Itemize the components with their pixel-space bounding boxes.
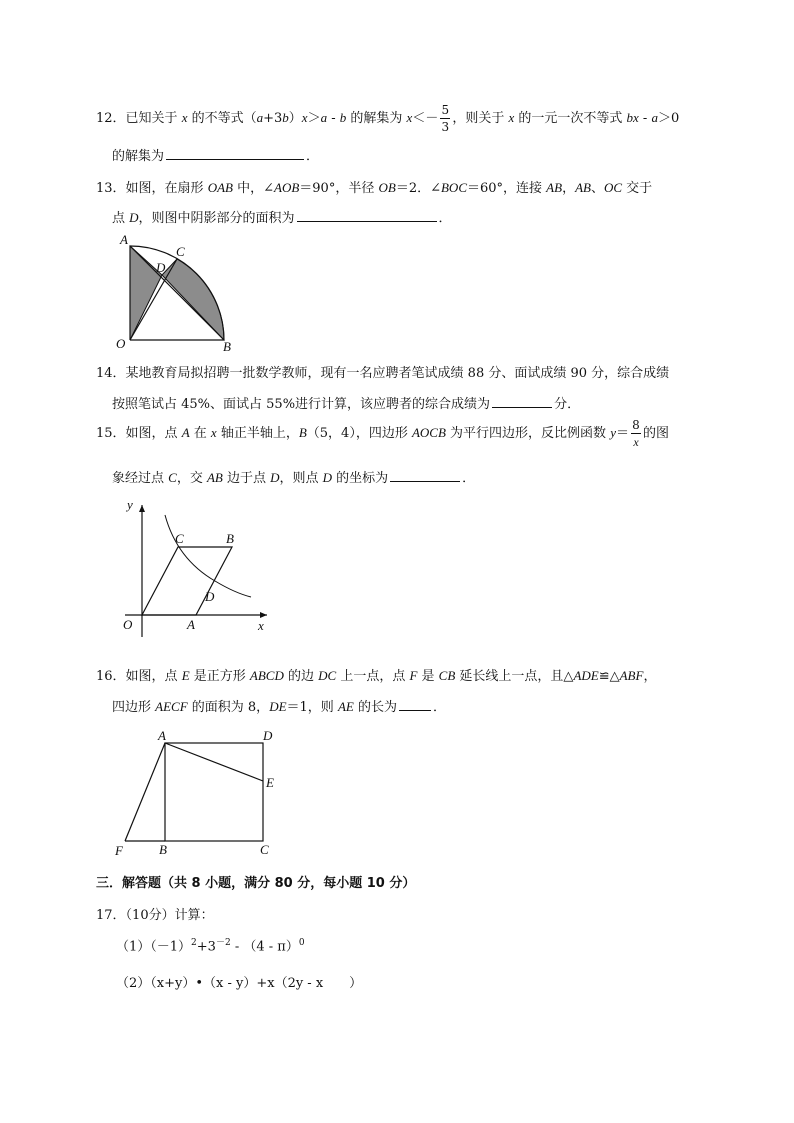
text-segment: ， xyxy=(643,669,657,684)
q13-figure xyxy=(110,230,240,352)
text-segment: E xyxy=(181,668,190,683)
label-A: A xyxy=(187,617,195,632)
text-segment: ＞ xyxy=(307,111,321,126)
text-segment: 的边 xyxy=(283,669,319,684)
section-3-title: 三．解答题（共 8 小题，满分 80 分，每小题 10 分） xyxy=(96,876,416,891)
text-segment: 点 xyxy=(112,211,130,226)
text-segment: D xyxy=(270,470,280,485)
text-segment: AECF xyxy=(155,699,188,714)
text-segment: 16．如图，点 xyxy=(96,669,182,684)
text-segment: 的解集为 xyxy=(346,111,407,126)
text-segment: 中，∠ xyxy=(232,181,274,196)
text-segment: x xyxy=(301,110,308,125)
text-segment: ＝2．∠ xyxy=(395,181,441,196)
q15-figure xyxy=(115,497,275,640)
q16-line2: 四边形 AECF 的面积为 8，DE＝1，则 AE 的长为 ． xyxy=(112,699,446,715)
text-segment: AB xyxy=(575,180,591,195)
q17-part1: $(1)(-1)^2+3^{-2} - (4 - \pi)^0$ xyxy=(116,938,305,955)
label-O: O xyxy=(123,617,133,632)
text-segment: b xyxy=(339,110,347,125)
q15-fraction: $\frac{8}{x}$ xyxy=(632,418,640,449)
text-segment: ADE xyxy=(573,668,599,683)
text-segment: 延长线上一点，且△ xyxy=(455,669,574,684)
text-segment: +3 xyxy=(263,111,283,126)
text-segment: 13．如图，在扇形 xyxy=(96,181,208,196)
label-C: C xyxy=(260,842,269,857)
q14-line2: 按照笔试占 45%、面试占 55%进行计算，该应聘者的综合成绩为 分． xyxy=(112,397,581,412)
text-segment: 的长为 xyxy=(353,700,397,715)
label-y: y xyxy=(127,497,133,512)
text-segment: ，则图中阴影部分的面积为 xyxy=(138,211,295,226)
text-segment: - xyxy=(327,111,340,126)
text-segment: y xyxy=(610,425,616,440)
label-B: B xyxy=(159,842,167,857)
label-D: D xyxy=(156,260,166,275)
text-segment: 边于点 xyxy=(222,471,271,486)
text-segment: AB xyxy=(546,180,563,195)
text-segment: OC xyxy=(603,180,623,195)
hyperbola xyxy=(165,515,251,597)
text-segment: ＞0 xyxy=(657,111,680,126)
text-segment: DE xyxy=(269,699,287,714)
label-E: E xyxy=(266,775,274,790)
text-segment: D xyxy=(322,470,333,485)
text-segment: a xyxy=(256,110,264,125)
q13-line2: 点 D，则图中阴影部分的面积为 ． xyxy=(112,210,452,226)
text-segment: D xyxy=(129,210,139,225)
text-segment: 12．已知关于 xyxy=(96,111,182,126)
label-C: C xyxy=(176,244,185,259)
q17-part2: （2）（x+y）•（x - y）+x（2y - x ） xyxy=(116,976,363,991)
text-segment: 的不等式（ xyxy=(187,111,257,126)
text-segment: 是 xyxy=(417,669,439,684)
label-B: B xyxy=(223,339,231,352)
text-segment: - xyxy=(638,111,652,126)
label-F: F xyxy=(115,843,123,858)
text-segment: 的一元一次不等式 xyxy=(514,111,627,126)
label-C: C xyxy=(175,531,184,546)
text-segment: x xyxy=(508,110,515,125)
label-B: B xyxy=(226,531,234,546)
text-segment: a xyxy=(651,110,658,125)
text-segment: 、 xyxy=(590,181,604,196)
label-A: A xyxy=(120,232,128,247)
text-segment: ，则点 xyxy=(279,471,323,486)
text-segment: AB xyxy=(206,470,223,485)
text-segment: C xyxy=(168,470,177,485)
text-segment: ， xyxy=(562,181,576,196)
label-D: D xyxy=(205,589,215,604)
text-segment: A xyxy=(181,425,190,440)
text-segment: 在 xyxy=(189,426,211,441)
text-segment: 是正方形 xyxy=(189,669,250,684)
text-segment: OAB xyxy=(207,180,233,195)
label-x: x xyxy=(258,618,264,633)
text-segment: 四边形 xyxy=(112,700,156,715)
q15-line1: 15．如图，点 A 在 x 轴正半轴上，B（5，4），四边形 AOCB 为平行四边形，反比例函数 y＝ $\frac{8}{x}$ 的图 xyxy=(96,418,669,449)
label-A: A xyxy=(158,728,166,743)
text-segment: AE xyxy=(337,699,354,714)
text-segment: （5，4），四边形 xyxy=(306,426,412,441)
text-segment: 象经过点 xyxy=(112,471,169,486)
q17-intro: 17．（10分）计算： xyxy=(96,908,214,923)
q13-line1 xyxy=(96,177,652,196)
text-segment: ＜－ xyxy=(412,111,439,126)
text-segment: F xyxy=(409,668,418,683)
text-segment: ＝1，则 xyxy=(286,700,338,715)
q16-line1 xyxy=(96,665,656,684)
q12-answer-blank[interactable] xyxy=(166,147,304,160)
q16-answer-blank[interactable] xyxy=(399,698,431,711)
q16-figure xyxy=(108,726,283,858)
text-segment: x xyxy=(181,110,188,125)
q12-fraction: $\frac{5}{3}$ xyxy=(441,103,450,134)
label-O: O xyxy=(116,336,126,351)
q14-answer-blank[interactable] xyxy=(492,395,552,408)
text-segment: ） xyxy=(288,111,302,126)
text-segment: DC xyxy=(318,668,337,683)
label-D: D xyxy=(263,728,273,743)
text-segment: x xyxy=(406,110,413,125)
text-segment: OB xyxy=(378,180,396,195)
text-segment: ＝ xyxy=(615,426,629,441)
text-segment: ABF xyxy=(619,668,644,683)
q14-line1: 14．某地教育局拟招聘一批数学教师，现有一名应聘者笔试成绩 88 分、面试成绩 90 分，综合成绩 xyxy=(96,366,670,381)
q13-answer-blank[interactable] xyxy=(297,209,437,222)
text-segment: 的坐标为 xyxy=(332,471,389,486)
text-segment: AOB xyxy=(274,180,300,195)
q12-line1 xyxy=(96,103,680,134)
text-segment: bx xyxy=(626,110,639,125)
text-segment: ＝90°，半径 xyxy=(299,181,379,196)
text-segment: ＝60°，连接 xyxy=(466,181,547,196)
text-segment: 上一点，点 xyxy=(336,669,410,684)
q15-answer-blank[interactable] xyxy=(390,469,460,482)
text-segment: B xyxy=(298,425,307,440)
text-segment: ，则关于 xyxy=(452,111,509,126)
text-segment: 轴正半轴上， xyxy=(216,426,299,441)
text-segment: BOC xyxy=(440,180,467,195)
text-segment: 15．如图，点 xyxy=(96,426,182,441)
text-segment: 为平行四边形，反比例函数 xyxy=(445,426,611,441)
text-segment: AOCB xyxy=(411,425,446,440)
text-segment: x xyxy=(210,425,217,440)
q12-line2: 的解集为 ． xyxy=(112,149,320,164)
text-segment: b xyxy=(282,110,289,125)
text-segment: ，交 xyxy=(176,471,207,486)
text-segment: CB xyxy=(438,668,456,683)
text-segment: 的面积为 8， xyxy=(187,700,270,715)
text-segment: a xyxy=(320,110,328,125)
text-segment: 交于 xyxy=(622,181,653,196)
text-segment: ≌△ xyxy=(598,669,620,684)
text-segment: ABCD xyxy=(249,668,284,683)
q15-line2: 象经过点 C，交 AB 边于点 D，则点 D 的坐标为 ． xyxy=(112,470,476,486)
